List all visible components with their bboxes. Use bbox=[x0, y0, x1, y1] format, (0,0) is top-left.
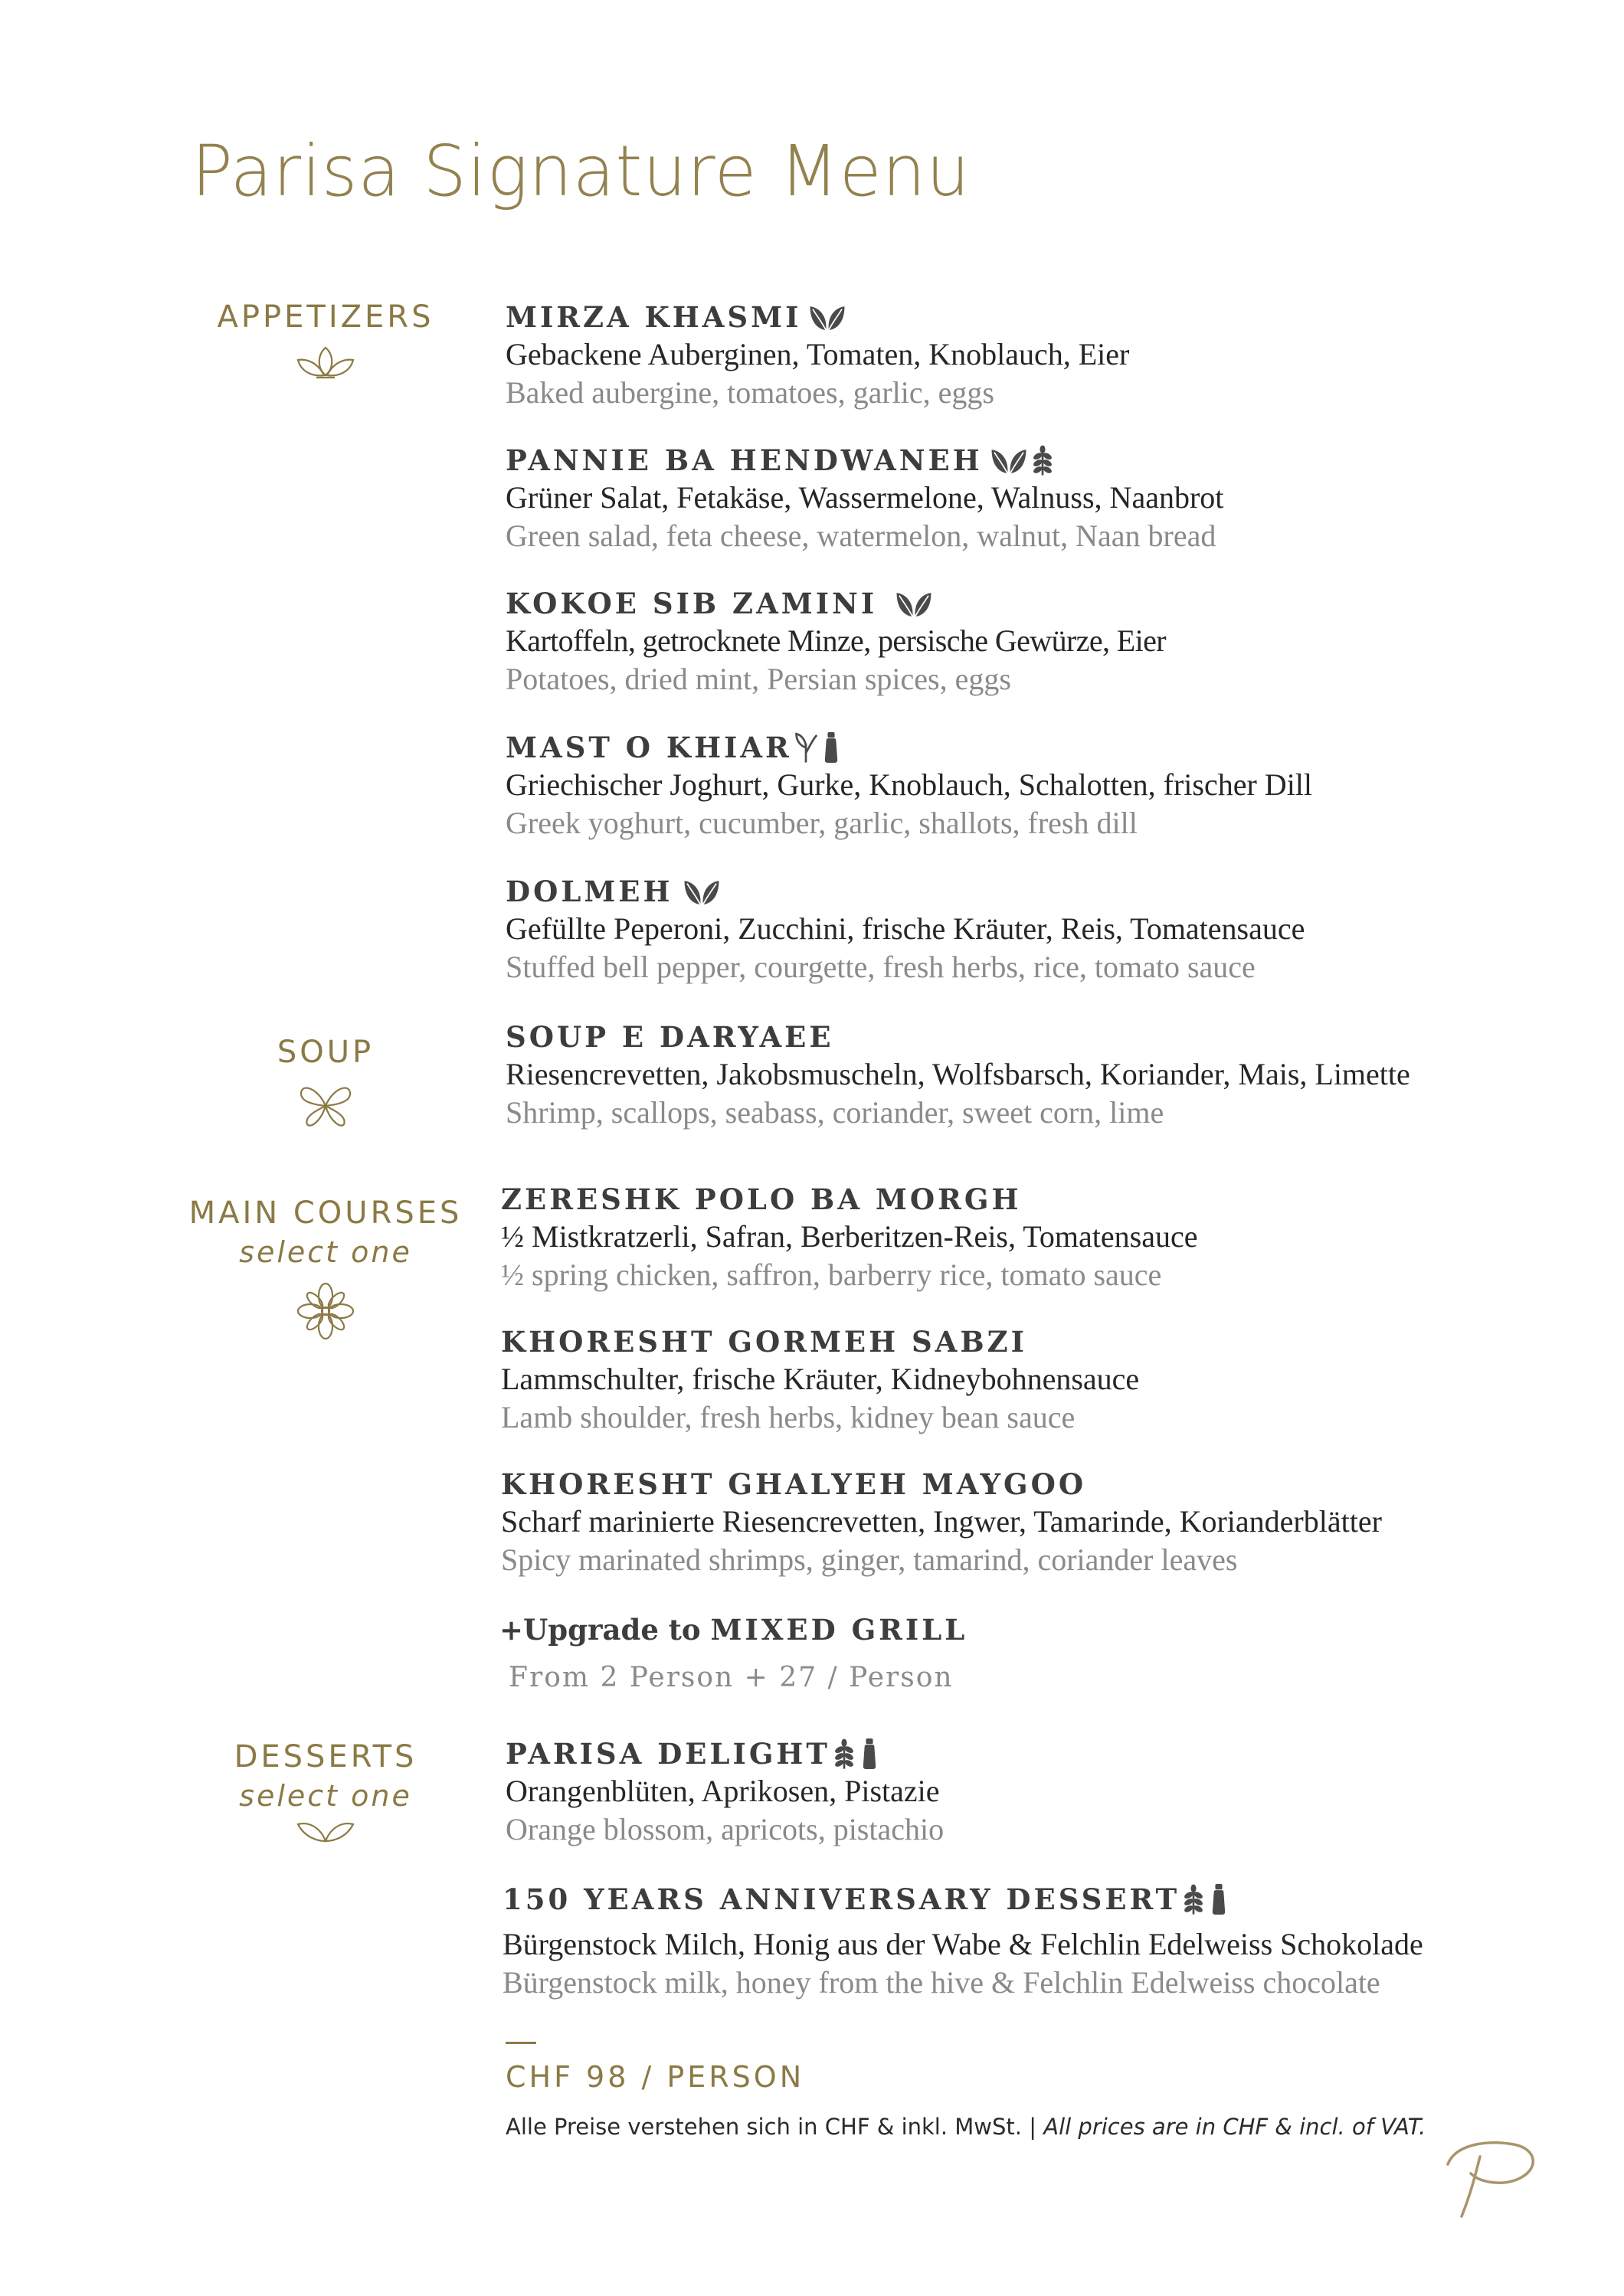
dish-name: ZERESHK POLO BA MORGH bbox=[501, 1182, 1022, 1216]
dish-description-de: Riesencrevetten, Jakobsmuscheln, Wolfsbarsch, Koriander, Mais, Limette bbox=[506, 1057, 1410, 1091]
gluten-wheat-icon bbox=[1181, 1884, 1206, 1915]
dish-soup-e-daryaee bbox=[506, 1019, 1410, 1132]
dish-description-de: ½ Mistkratzerli, Safran, Berberitzen-Reis, Tomatensauce bbox=[501, 1219, 1198, 1254]
section-main-sub: select one bbox=[239, 1235, 412, 1269]
menu-price: CHF 98 / PERSON bbox=[506, 2060, 805, 2094]
dish-parisa-delight bbox=[506, 1735, 944, 1849]
section-appetizers bbox=[188, 299, 463, 380]
section-desserts bbox=[188, 1738, 463, 1844]
dish-name: KHORESHT GORMEH SABZI bbox=[501, 1325, 1027, 1359]
dish-description-en: ½ spring chicken, saffron, barberry rice, tomato sauce bbox=[501, 1258, 1162, 1292]
lotus-ornament-icon bbox=[293, 345, 358, 380]
price-divider bbox=[506, 2042, 536, 2044]
dish-zereshk-polo-ba-morgh bbox=[501, 1181, 1197, 1294]
upgrade-note: From 2 Person + 27 / Person bbox=[509, 1662, 954, 1693]
section-soup bbox=[188, 1034, 463, 1130]
dish-khoresht-gormeh-sabzi bbox=[501, 1323, 1139, 1437]
section-desserts-label: DESSERTS bbox=[234, 1739, 417, 1774]
dish-description-en: Baked aubergine, tomatoes, garlic, eggs bbox=[506, 375, 994, 410]
dish-pannie-ba-hendwaneh bbox=[506, 442, 1223, 555]
dish-150-years-anniversary-dessert bbox=[503, 1881, 1423, 2002]
section-appetizers-label: APPETIZERS bbox=[217, 299, 434, 335]
dish-description-en: Lamb shoulder, fresh herbs, kidney bean sauce bbox=[501, 1400, 1076, 1434]
dish-description-en: Green salad, feta cheese, watermelon, walnut, Naan bread bbox=[506, 518, 1216, 553]
dish-description-de: Kartoffeln, getrocknete Minze, persische Gewürze, Eier bbox=[506, 623, 1167, 658]
vegetarian-leaf-icon bbox=[894, 589, 934, 618]
leaves-ornament-icon bbox=[293, 1818, 358, 1844]
dish-description-de: Orangenblüten, Aprikosen, Pistazie bbox=[506, 1774, 940, 1808]
dish-description-en: Stuffed bell pepper, courgette, fresh herbs, rice, tomato sauce bbox=[506, 950, 1256, 984]
lactose-bottle-icon bbox=[823, 732, 840, 763]
parisa-logo-icon bbox=[1440, 2137, 1547, 2221]
dish-description-en: Orange blossom, apricots, pistachio bbox=[506, 1812, 945, 1846]
section-soup-label: SOUP bbox=[277, 1035, 375, 1070]
dish-name: DOLMEH bbox=[506, 875, 673, 908]
dish-kokoe-sib-zamini bbox=[506, 585, 1166, 698]
section-desserts-sub: select one bbox=[239, 1779, 412, 1813]
dish-mirza-khasmi bbox=[506, 299, 1129, 412]
dish-mast-o-khiar bbox=[506, 729, 1312, 842]
dish-description-de: Griechischer Joghurt, Gurke, Knoblauch, Schalotten, frischer Dill bbox=[506, 767, 1313, 802]
gluten-wheat-icon bbox=[1030, 445, 1055, 476]
dish-name: PARISA DELIGHT bbox=[506, 1737, 830, 1771]
dish-description-en: Shrimp, scallops, seabass, coriander, sweet corn, lime bbox=[506, 1095, 1164, 1130]
lactose-bottle-icon bbox=[1210, 1884, 1227, 1915]
dish-name: KOKOE SIB ZAMINI bbox=[506, 587, 878, 620]
dish-description-en: Greek yoghurt, cucumber, garlic, shallots, fresh dill bbox=[506, 806, 1138, 840]
vegetarian-leaf-icon bbox=[989, 446, 1029, 475]
dish-name: KHORESHT GHALYEH MAYGOO bbox=[501, 1467, 1087, 1501]
butterfly-ornament-icon bbox=[295, 1081, 356, 1130]
dish-description-de: Lammschulter, frische Kräuter, Kidneybohnensauce bbox=[501, 1362, 1140, 1396]
dish-name: MIRZA KHASMI bbox=[506, 300, 802, 334]
dish-description-en: Spicy marinated shrimps, ginger, tamarind, coriander leaves bbox=[501, 1542, 1238, 1577]
menu-title: Parisa Signature Menu bbox=[192, 130, 971, 212]
dish-description-de: Scharf marinierte Riesencrevetten, Ingwer, Tamarinde, Korianderblätter bbox=[501, 1504, 1382, 1539]
dish-name: PANNIE BA HENDWANEH bbox=[506, 443, 983, 477]
dish-description-en: Bürgenstock milk, honey from the hive & Felchlin Edelweiss chocolate bbox=[503, 1965, 1380, 2000]
upgrade-name: MIXED GRILL bbox=[710, 1613, 968, 1647]
dish-name: SOUP E DARYAEE bbox=[506, 1020, 834, 1054]
upgrade-prefix: +Upgrade to bbox=[499, 1613, 711, 1647]
vegetarian-leaf-icon bbox=[682, 877, 722, 906]
price-footnote bbox=[506, 2114, 1426, 2140]
vegan-sprout-icon bbox=[794, 732, 818, 763]
dish-description-de: Grüner Salat, Fetakäse, Wassermelone, Walnuss, Naanbrot bbox=[506, 480, 1224, 515]
vegetarian-leaf-icon bbox=[807, 303, 847, 332]
dish-description-de: Gefüllte Peperoni, Zucchini, frische Kräuter, Reis, Tomatensauce bbox=[506, 911, 1305, 946]
dish-name: MAST O KHIAR bbox=[506, 731, 792, 764]
price-footnote-de: Alle Preise verstehen sich in CHF & inkl. MwSt. | bbox=[506, 2114, 1044, 2140]
price-footnote-en: All prices are in CHF & incl. of VAT. bbox=[1043, 2114, 1426, 2140]
dish-description-en: Potatoes, dried mint, Persian spices, eggs bbox=[506, 662, 1011, 696]
dish-dolmeh bbox=[506, 873, 1305, 986]
dish-description-de: Gebackene Auberginen, Tomaten, Knoblauch, Eier bbox=[506, 337, 1130, 371]
dish-name: 150 YEARS ANNIVERSARY DESSERT bbox=[503, 1882, 1180, 1916]
flower-ornament-icon bbox=[295, 1280, 356, 1342]
lactose-bottle-icon bbox=[861, 1738, 878, 1769]
section-main-label: MAIN COURSES bbox=[188, 1195, 463, 1231]
section-main-courses bbox=[188, 1195, 463, 1342]
gluten-wheat-icon bbox=[832, 1738, 856, 1769]
upgrade-line bbox=[499, 1613, 968, 1647]
dish-description-de: Bürgenstock Milch, Honig aus der Wabe & Felchlin Edelweiss Schokolade bbox=[503, 1927, 1423, 1961]
dish-khoresht-ghalyeh-maygoo bbox=[501, 1466, 1382, 1579]
